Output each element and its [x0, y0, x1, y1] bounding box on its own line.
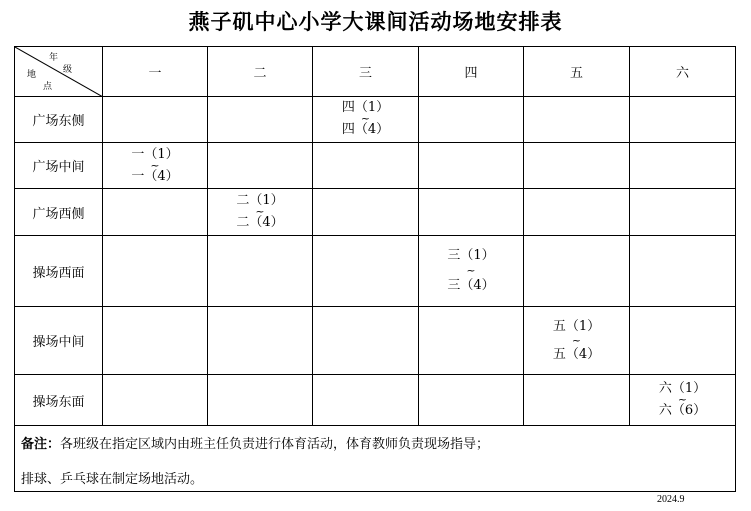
tilde-symbol: ~: [571, 333, 582, 347]
empty-cell: [313, 375, 419, 426]
assignment-cell: [630, 375, 736, 426]
empty-cell: [524, 375, 630, 426]
tilde-symbol: ~: [150, 158, 160, 172]
place-label: 操场西面: [15, 236, 103, 307]
corner-place-char2: 点: [43, 82, 53, 92]
empty-cell: [208, 307, 313, 375]
empty-cell: [630, 307, 736, 375]
class-range-from: 四（1）: [341, 99, 390, 115]
class-range-from: 二（1）: [236, 193, 284, 208]
date-label: 2024.9: [657, 494, 685, 505]
table-row: [15, 189, 736, 236]
empty-cell: [313, 236, 419, 307]
corner-place-char1: 地: [27, 70, 37, 80]
empty-cell: [524, 143, 630, 189]
class-range-from: 三（1）: [447, 248, 495, 263]
tilde-symbol: ~: [677, 393, 688, 406]
grade-header: 六: [630, 47, 736, 97]
class-range: [659, 382, 706, 418]
empty-cell: [313, 143, 419, 189]
empty-cell: [524, 236, 630, 307]
note-line-2: 排球、乒乓球在制定场地活动。: [21, 471, 204, 487]
table-row: [15, 143, 736, 189]
table-row: [15, 307, 736, 375]
class-range-to: 六（6）: [658, 403, 707, 418]
empty-cell: [313, 307, 419, 375]
empty-cell: [103, 307, 208, 375]
table-row: [15, 375, 736, 426]
place-label: 广场中间: [15, 143, 103, 189]
assignment-cell: [103, 143, 208, 189]
note-cell: [15, 426, 736, 492]
corner-grade-char1: 年: [49, 53, 59, 63]
note-row: [15, 426, 736, 492]
place-label: 操场中间: [15, 307, 103, 375]
class-range-to: 一（4）: [131, 168, 179, 184]
note-label: 备注：: [21, 436, 61, 452]
grade-header: 一: [103, 47, 208, 97]
empty-cell: [103, 375, 208, 426]
empty-cell: [630, 143, 736, 189]
tilde-symbol: ~: [466, 264, 476, 277]
tilde-symbol: ~: [255, 205, 265, 218]
place-label: 广场西侧: [15, 189, 103, 236]
class-range-from: 六（1）: [658, 381, 707, 396]
class-range-from: 五（1）: [552, 318, 601, 334]
empty-cell: [419, 189, 524, 236]
empty-cell: [630, 97, 736, 143]
header-row: [15, 47, 736, 97]
class-range: [236, 194, 283, 230]
class-range: [131, 148, 178, 184]
empty-cell: [524, 97, 630, 143]
class-range-to: 五（4）: [552, 346, 601, 362]
corner-grade-char2: 级: [63, 65, 73, 75]
assignment-cell: [419, 236, 524, 307]
empty-cell: [419, 307, 524, 375]
empty-cell: [419, 375, 524, 426]
place-label: 广场东侧: [15, 97, 103, 143]
schedule-table: [14, 46, 736, 492]
page-title: 燕子矶中心小学大课间活动场地安排表: [188, 10, 563, 34]
class-range-from: 一（1）: [131, 146, 179, 162]
empty-cell: [208, 375, 313, 426]
empty-cell: [419, 143, 524, 189]
corner-cell: [15, 47, 103, 97]
class-range-to: 四（4）: [341, 121, 390, 137]
empty-cell: [419, 97, 524, 143]
assignment-cell: [524, 307, 630, 375]
grade-header: 二: [208, 47, 313, 97]
class-range: [342, 101, 389, 137]
table-row: [15, 97, 736, 143]
grade-header: 三: [313, 47, 419, 97]
empty-cell: [208, 236, 313, 307]
class-range: [447, 249, 494, 293]
grade-header: 四: [419, 47, 524, 97]
empty-cell: [630, 236, 736, 307]
empty-cell: [313, 189, 419, 236]
place-label: 操场东面: [15, 375, 103, 426]
empty-cell: [208, 97, 313, 143]
empty-cell: [208, 143, 313, 189]
class-range: [553, 320, 600, 362]
table-row: [15, 236, 736, 307]
assignment-cell: [208, 189, 313, 236]
class-range-to: 三（4）: [447, 278, 495, 293]
grade-header: 五: [524, 47, 630, 97]
empty-cell: [103, 189, 208, 236]
empty-cell: [524, 189, 630, 236]
class-range-to: 二（4）: [236, 215, 284, 230]
tilde-symbol: ~: [360, 111, 371, 125]
assignment-cell: [313, 97, 419, 143]
empty-cell: [103, 236, 208, 307]
note-line-1: [21, 433, 735, 452]
empty-cell: [103, 97, 208, 143]
note-text-1: 各班级在指定区域内由班主任负责进行体育活动，体育教师负责现场指导；: [60, 436, 490, 452]
empty-cell: [630, 189, 736, 236]
